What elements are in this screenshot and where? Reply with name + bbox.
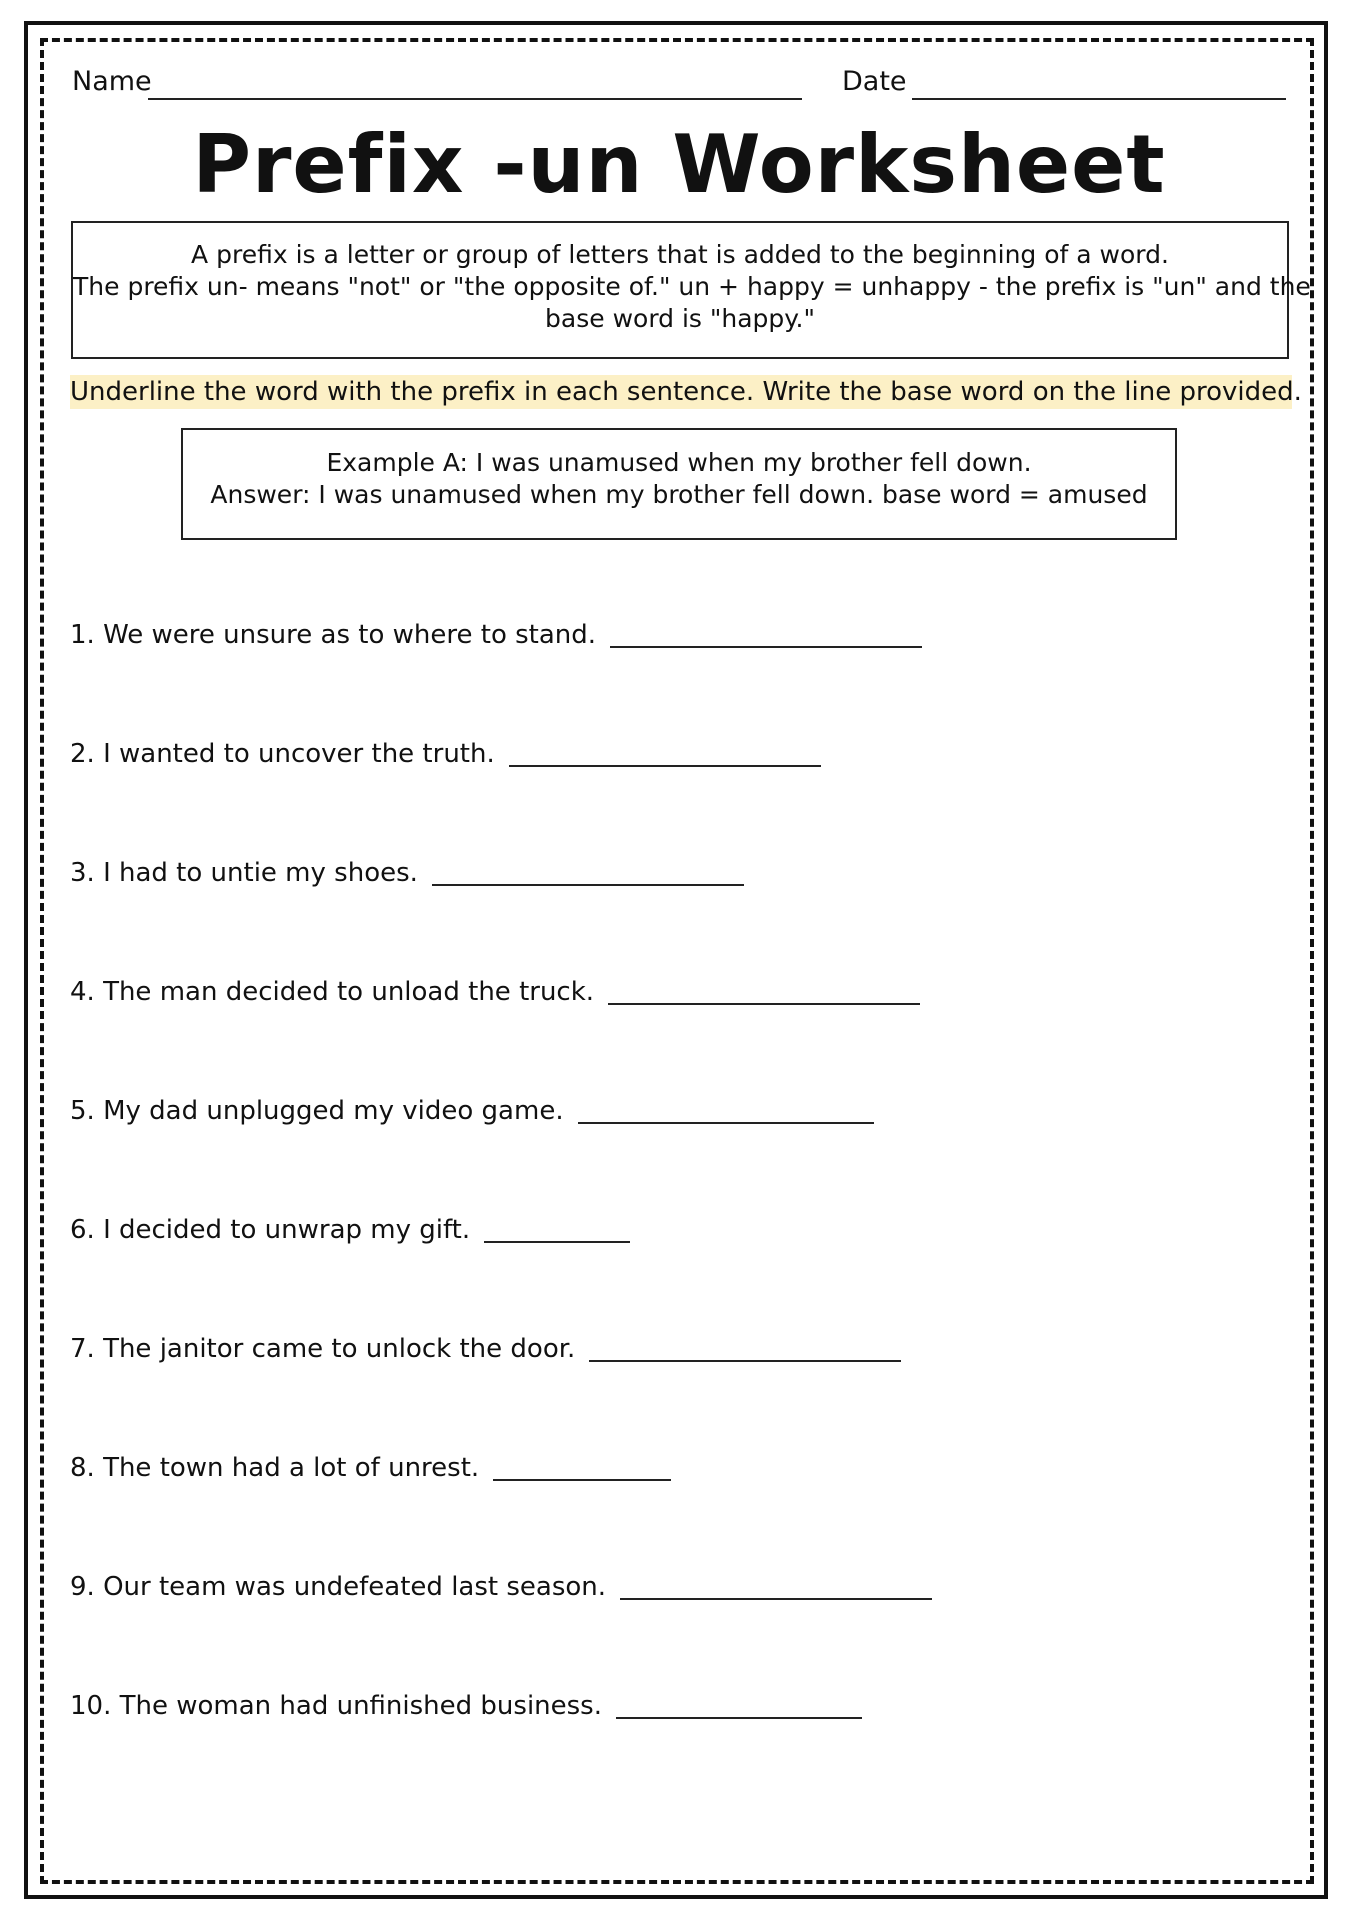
answer-line[interactable] (484, 1215, 630, 1243)
header-row (72, 66, 1286, 106)
question-item (70, 620, 932, 739)
example-answer: Answer: I was unamused when my brother fell down. base word = amused (210, 480, 1148, 509)
name-label: Name (72, 66, 152, 97)
instruction-banner: Underline the word with the prefix in each sentence. Write the base word on the line provided. (70, 377, 1302, 407)
question-text: 1. We were unsure as to where to stand. (70, 620, 597, 650)
question-text: 4. The man decided to unload the truck. (70, 977, 595, 1007)
answer-line[interactable] (608, 977, 920, 1005)
answer-line[interactable] (509, 739, 821, 767)
answer-line[interactable] (493, 1453, 671, 1481)
answer-line[interactable] (432, 858, 744, 886)
question-item (70, 739, 932, 858)
question-text: 2. I wanted to uncover the truth. (70, 739, 495, 769)
answer-line[interactable] (620, 1572, 932, 1600)
question-item (70, 1572, 932, 1691)
question-item (70, 858, 932, 977)
question-item (70, 1334, 932, 1453)
definition-line-1: A prefix is a letter or group of letters that is added to the beginning of a word. (191, 240, 1169, 269)
question-item (70, 1215, 932, 1334)
question-item (70, 977, 932, 1096)
question-item (70, 1691, 932, 1810)
question-text: 8. The town had a lot of unrest. (70, 1453, 480, 1483)
answer-line[interactable] (616, 1691, 862, 1719)
example-box (181, 428, 1177, 540)
date-label: Date (842, 66, 907, 97)
definition-box (71, 221, 1311, 359)
question-text: 3. I had to untie my shoes. (70, 858, 418, 888)
question-item (70, 1453, 932, 1572)
name-field[interactable] (148, 98, 802, 100)
answer-line[interactable] (610, 620, 922, 648)
question-list (70, 620, 932, 1810)
question-text: 5. My dad unplugged my video game. (70, 1096, 564, 1126)
definition-line-2: The prefix un- means "not" or "the opposite of." un + happy = unhappy - the prefix is "un" and the (73, 272, 1311, 301)
answer-line[interactable] (578, 1096, 874, 1124)
question-text: 7. The janitor came to unlock the door. (70, 1334, 576, 1364)
question-text: 6. I decided to unwrap my gift. (70, 1215, 471, 1245)
question-text: 10. The woman had unfinished business. (70, 1691, 602, 1721)
date-field[interactable] (912, 98, 1286, 100)
question-text: 9. Our team was undefeated last season. (70, 1572, 607, 1602)
definition-line-3: base word is "happy." (545, 304, 815, 333)
answer-line[interactable] (589, 1334, 901, 1362)
question-item (70, 1096, 932, 1215)
example-line: Example A: I was unamused when my brother fell down. (326, 448, 1032, 477)
page-title: Prefix -un Worksheet (192, 118, 1166, 211)
